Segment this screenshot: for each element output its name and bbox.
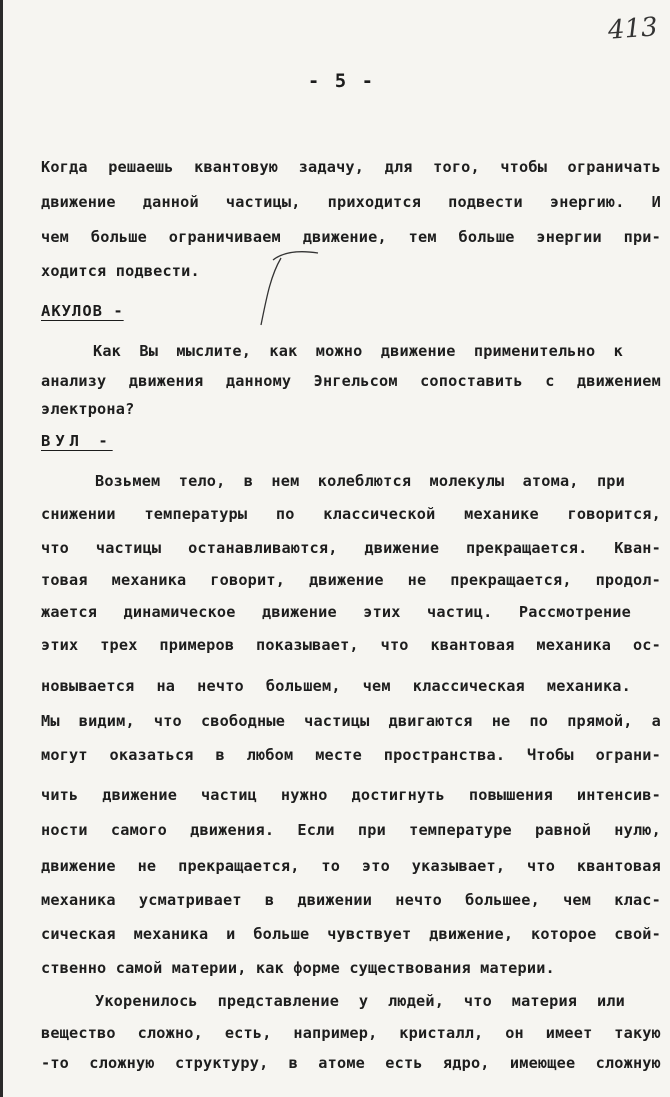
text-line: Укоренилось представление у людей, что материя или: [95, 992, 625, 1010]
pen-mark-drawing: [253, 250, 333, 330]
text-line: Мы видим, что свободные частицы двигаются не по прямой, а: [41, 712, 661, 730]
text-line: Как Вы мыслите, как можно движение применительно к: [93, 342, 623, 360]
text-line: новывается на нечто большем, чем классическая механика.: [41, 677, 631, 695]
text-line: чем больше ограничиваем движение, тем больше энергии при-: [41, 228, 661, 246]
text-line: снижении температуры по классической механике говорится,: [41, 505, 661, 523]
text-line: товая механика говорит, движение не прекращается, продол-: [41, 571, 661, 589]
text-line: движение данной частицы, приходится подвести энергию. И: [41, 193, 661, 211]
text-line: -то сложную структуру, в атоме есть ядро, имеющее сложную: [41, 1054, 661, 1072]
text-line: анализу движения данному Энгельсом сопоставить с движением: [41, 372, 661, 390]
text-line: вещество сложно, есть, например, кристалл, он имеет такую: [41, 1024, 661, 1042]
page-number: - 5 -: [307, 70, 376, 92]
text-line: Возьмем тело, в нем колеблются молекулы атома, при: [95, 472, 625, 490]
text-line: что частицы останавливаются, движение прекращается. Кван-: [41, 539, 661, 557]
text-line: ходится подвести.: [41, 262, 200, 280]
text-line: этих трех примеров показывает, что квантовая механика ос-: [41, 636, 661, 654]
text-line: электрона?: [41, 400, 135, 418]
text-line: жается динамическое движение этих частиц. Рассмотрение: [41, 603, 631, 621]
archive-number: 413: [607, 12, 659, 46]
text-line: могут оказаться в любом месте пространства. Чтобы ограни-: [41, 746, 661, 764]
text-line: ственно самой материи, как форме существования материи.: [41, 959, 555, 977]
text-line: сическая механика и больше чувствует движение, которое свой-: [41, 925, 661, 943]
text-line: Когда решаешь квантовую задачу, для того, чтобы ограничать: [41, 158, 661, 176]
speaker-akulov: АКУЛОВ -: [41, 302, 124, 320]
speaker-vul: ВУЛ -: [41, 432, 113, 450]
text-line: чить движение частиц нужно достигнуть повышения интенсив-: [41, 786, 661, 804]
text-line: механика усматривает в движении нечто большее, чем клас-: [41, 891, 661, 909]
text-line: ности самого движения. Если при температуре равной нулю,: [41, 821, 661, 839]
text-line: движение не прекращается, то это указывает, что квантовая: [41, 857, 661, 875]
